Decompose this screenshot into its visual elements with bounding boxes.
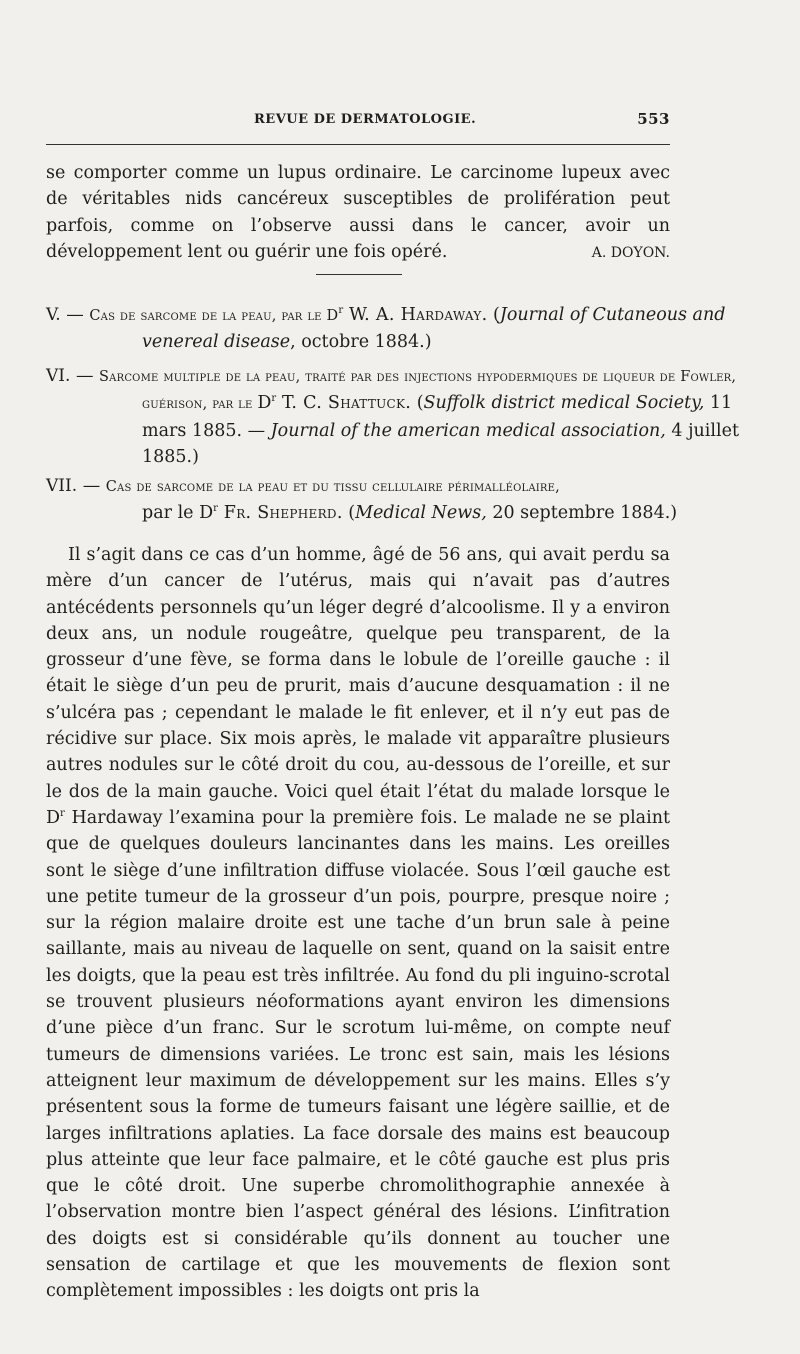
reference-sup-pre: D (257, 393, 272, 414)
reference-sup: r (271, 393, 277, 405)
reference-dash: — (77, 476, 106, 496)
page-header (46, 108, 670, 132)
reference-source: Journal of Cutaneous and venereal disease (142, 305, 726, 353)
reference-title: Cas de sarcome de la peau et du tissu cellulaire périmalléolaire, (105, 479, 560, 495)
reference-sup: r (338, 305, 344, 317)
reference-number: V. (46, 305, 61, 325)
reference-by: par le D (142, 503, 214, 524)
running-title: REVUE DE DERMATOLOGIE. (254, 112, 477, 127)
reference-source-2: Journal of the american medical association, (270, 420, 666, 441)
reference-v (46, 302, 766, 356)
body-text-part-2: Hardaway l’examina pour la première fois. Le malade ne se plaint que de quelques douleurs lancinantes dans les mains. Les oreilles sont le siège d’une infiltration diffuse violacée. Sous l’œil gauche est une petite tumeur de la grosseur d’un pois, pourpre, presque noire ; sur la région malaire droite est une tache d’un brun sale à peine saillante, mais au niveau de laquelle on sent, quand on la saisit entre les doigts, que la peau est très infiltrée. Au fond du pli inguino-scrotal se trouvent plusieurs néoformations ayant environ les dimensions d’une pièce d’un franc. Sur le scrotum lui-même, on compte neuf tumeurs de dimensions variées. Le tronc est sain, mais les lésions atteignent leur maximum de développement sur les mains. Elles s’y présentent sous la forme de tumeurs faisant une légère saillie, et de larges infiltrations aplaties. La face dorsale des mains est beaucoup plus atteinte que leur face palmaire, et le côté gauche est plus pris que le côté droit. Une superbe chromolithographie annexée à l’observation montre bien l’aspect général des lésions. L’infitration des doigts est si considérable qu’ils donnent au toucher une sensation de cartilage et que les mouvements de flexion sont complètement impossibles : les doigts ont pris la (46, 807, 670, 1302)
body-sup: r (60, 808, 65, 820)
reference-sup: r (213, 503, 218, 515)
page-number: 553 (637, 110, 670, 128)
reference-number: VI. (46, 366, 71, 386)
reference-number: VII. (46, 476, 78, 496)
reference-date: , octobre 1884.) (290, 332, 432, 353)
reference-author: T. C. Shattuck. (276, 393, 412, 414)
body-text-part-1: Il s’agit dans ce cas d’un homme, âgé de 56 ans, qui avait perdu sa mère d’un cancer de l’utérus, mais qui n’avait pas d’autres antécédents personnels qu’un léger degré d’alcoolisme. Il y a environ deux ans, un nodule rougeâtre, quelque peu transparent, de la grosseur d’une fève, se forma dans le lobule de l’oreille gauche : il était le siège d’un peu de prurit, mais d’aucune desquamation : il ne s’ulcéra pas ; cependant le malade le fit enlever, et il n’y eut pas de récidive sur place. Six mois après, le malade vit apparaître plusieurs autres nodules sur le côté droit du cou, au-dessous de l’oreille, et sur le dos de la main gauche. Voici quel était l’état du malade lorsque le D (46, 545, 670, 828)
reference-source: Medical News, (355, 503, 487, 524)
reference-paren: ( (411, 393, 424, 414)
reference-paren: ( (487, 305, 500, 325)
body-paragraph (46, 542, 670, 1305)
reference-author: W. A. Hardaway. (343, 305, 488, 325)
reference-dash: — (60, 305, 90, 325)
reference-date-2: 4 juillet 1885.) (142, 420, 739, 467)
reference-date: 20 septembre 1884.) (486, 503, 678, 524)
intro-paragraph (46, 160, 670, 266)
reference-title: Cas de sarcome de la peau, par le D (89, 308, 339, 324)
reference-paren: ( (342, 503, 356, 524)
reference-date: 11 mars 1885. — (142, 393, 733, 441)
reference-title: Sarcome multiple de la peau, traité par des injections hypodermiques de liqueur de Fowler, guérison, par le (99, 369, 737, 413)
intro-text: se comporter comme un lupus ordinaire. Le carcinome lupeux avec de véritables nids cancéreux susceptibles de prolifération peut parfois, comme on l’observe aussi dans le cancer, avoir un développement lent ou guérir une fois opéré. (46, 163, 670, 262)
author-signature: A. DOYON. (591, 244, 670, 261)
reference-author: Fr. Shepherd. (217, 503, 343, 524)
reference-vii (46, 473, 766, 527)
header-rule (46, 144, 670, 145)
reference-dash: — (70, 366, 100, 386)
section-divider (316, 274, 402, 275)
reference-vi (46, 363, 766, 470)
reference-source: Suffolk district medical Society, (423, 393, 705, 414)
